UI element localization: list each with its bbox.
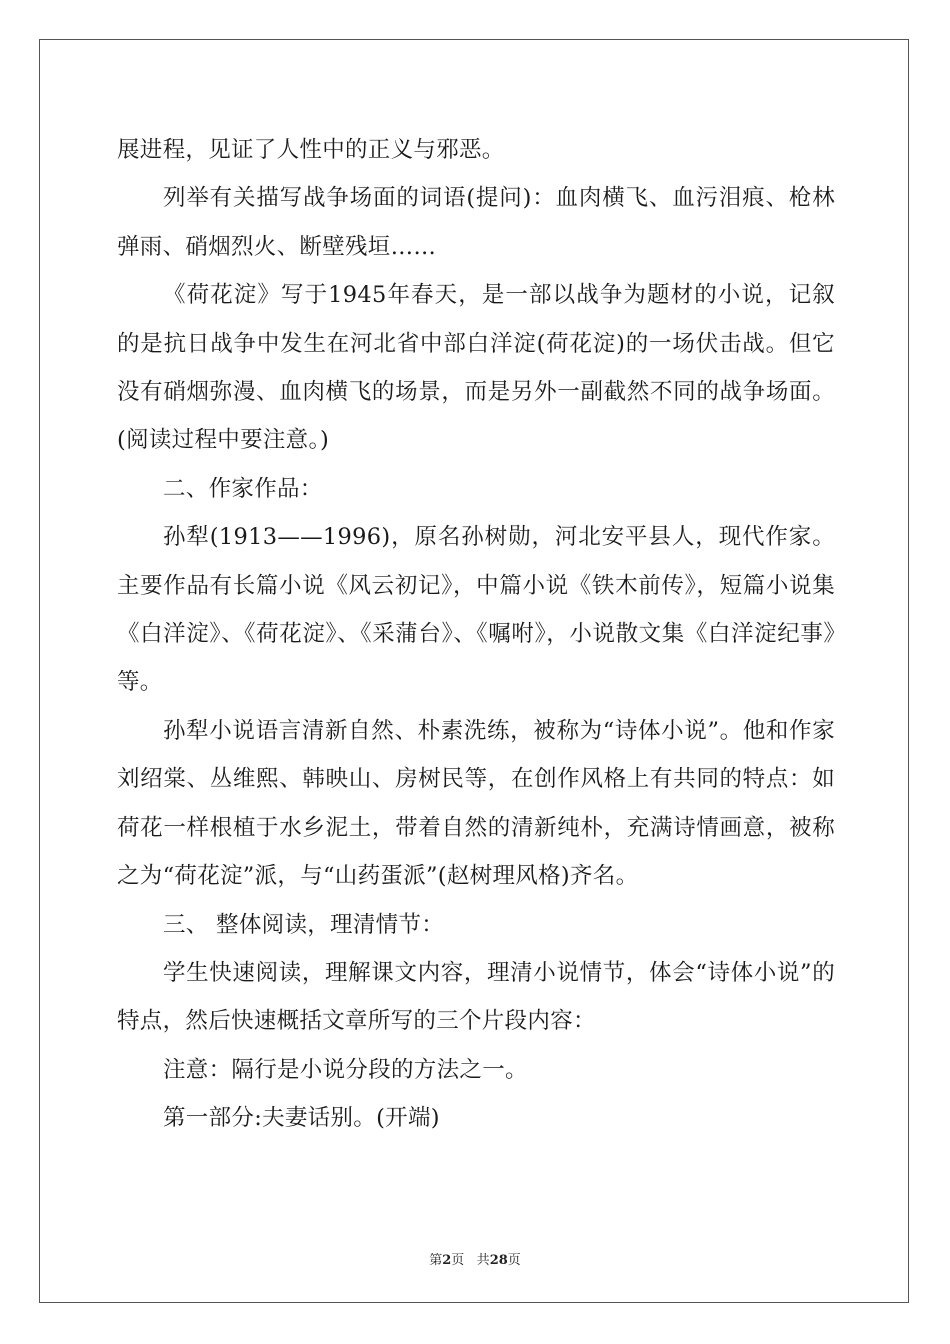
paragraph: 展进程，见证了人性中的正义与邪恶。: [117, 137, 505, 163]
paragraph: 学生快速阅读，理解课文内容，理清小说情节，体会“诗体小说”的特点，然后快速概括文章所写的三个片段内容：: [117, 959, 835, 1035]
total-page-count: 28: [489, 1253, 508, 1268]
footer-page-suffix: 页: [451, 1253, 465, 1268]
footer-prefix: 第: [429, 1253, 443, 1268]
paragraph: 列举有关描写战争场面的词语(提问)：血肉横飞、血污泪痕、枪林弹雨、硝烟烈火、断壁残垣……: [117, 185, 835, 260]
paragraph: 孙犁小说语言清新自然、朴素洗练，被称为“诗体小说”。他和作家刘绍棠、丛维熙、韩映山、房树民等，在创作风格上有共同的特点：如荷花一样根植于水乡泥土，带着自然的清新纯朴，充满诗情画意，被称之为“荷花淀”派，与“山药蛋派”(赵树理风格)齐名。: [117, 717, 835, 890]
paragraph: 第一部分:夫妻话别。(开端): [163, 1105, 440, 1132]
page-footer: [0, 1249, 950, 1268]
section-heading: 三、 整体阅读，理清情节：: [163, 911, 445, 938]
paragraph: 注意：隔行是小说分段的方法之一。: [163, 1056, 528, 1083]
section-heading: 二、作家作品：: [163, 475, 323, 502]
paragraph: 孙犁(1913——1996)，原名孙树勋，河北安平县人，现代作家。主要作品有长篇小说《风云初记》，中篇小说《铁木前传》，短篇小说集《白洋淀》、《荷花淀》、《采蒲台》、《嘱咐》，小说散文集《白洋淀纪事》等。: [117, 524, 835, 696]
current-page-number: 2: [442, 1253, 452, 1268]
footer-total-prefix: 共: [476, 1253, 490, 1268]
footer-total-suffix: 页: [507, 1253, 521, 1268]
document-body: [117, 126, 835, 1143]
paragraph: 《荷花淀》写于1945年春天，是一部以战争为题材的小说，记叙的是抗日战争中发生在河北省中部白洋淀(荷花淀)的一场伏击战。但它没有硝烟弥漫、血肉横飞的场景，而是另外一副截然不同的战争场面。(阅读过程中要注意。): [117, 282, 835, 454]
